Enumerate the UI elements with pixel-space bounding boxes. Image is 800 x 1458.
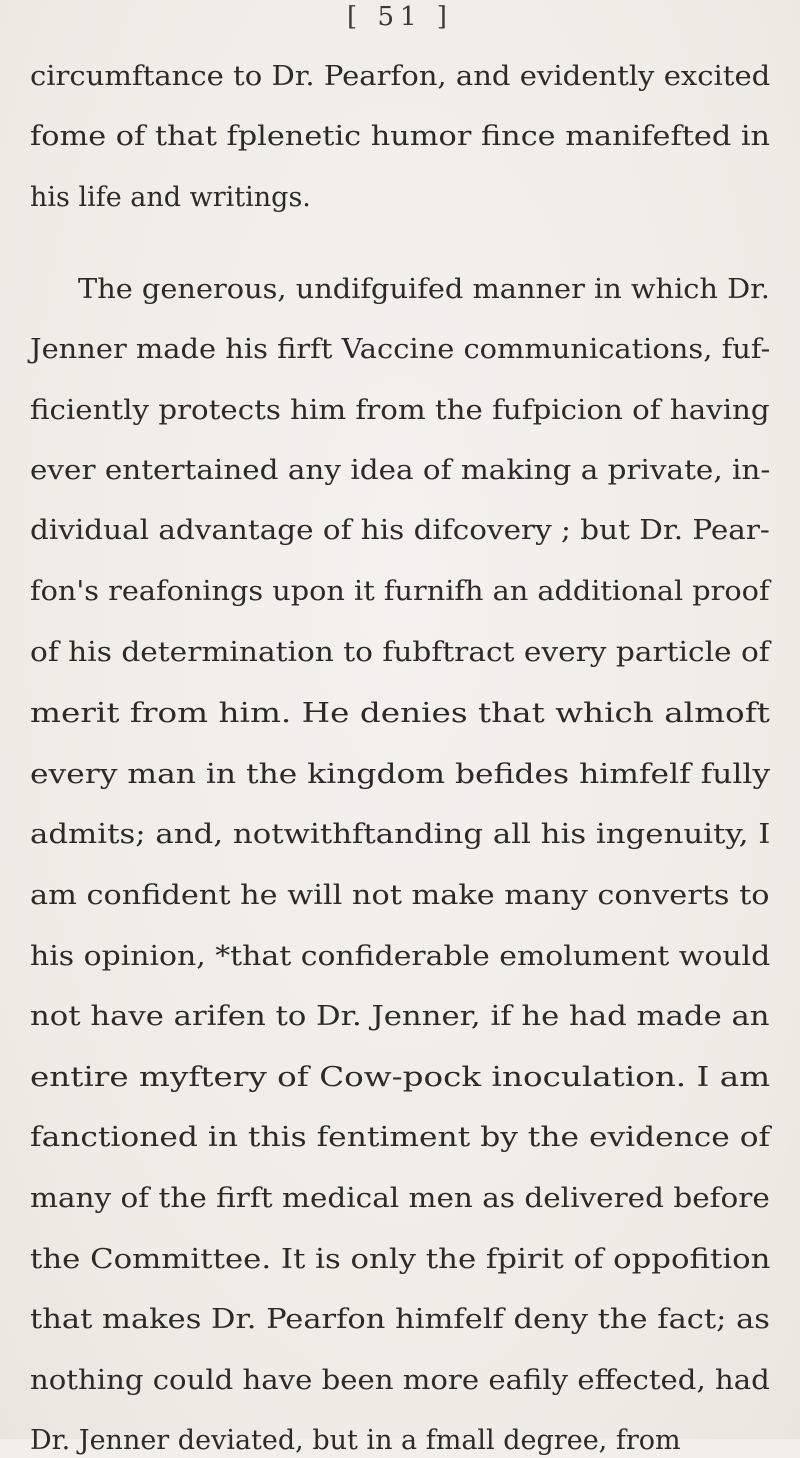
text-line: not have arifen to Dr. Jenner, if he had made an	[30, 1001, 770, 1032]
text-line: his life and writings.	[30, 182, 311, 213]
text-line: of his determination to fubftract every particle of	[30, 637, 770, 668]
text-line: dividual advantage of his difcovery ; but Dr. Pear-	[30, 515, 770, 546]
text-line: every man in the kingdom befides himfelf fully	[30, 759, 771, 790]
text-line: nothing could have been more eafily effected, had	[30, 1365, 770, 1396]
text-line: admits; and, notwithftanding all his ingenuity, I	[30, 819, 771, 850]
text-line: ficiently protects him from the fufpicion of having	[30, 395, 770, 426]
text-line: ever entertained any idea of making a private, in-	[30, 455, 771, 486]
text-line: the Committee. It is only the fpirit of oppofition	[30, 1244, 771, 1275]
text-line: fon's reafonings upon it furnifh an additional proof	[30, 576, 770, 607]
text-line: Jenner made his firft Vaccine communications, fuf-	[30, 334, 771, 365]
text-line: that makes Dr. Pearfon himfelf deny the fact; as	[30, 1304, 770, 1335]
text-line: his opinion, *that confiderable emolument would	[30, 941, 771, 972]
text-line: fome of that fplenetic humor fince manifefted in	[30, 121, 771, 152]
text-line: fanctioned in this fentiment by the evidence of	[30, 1122, 771, 1153]
text-line: merit from him. He denies that which almoft	[30, 698, 770, 729]
text-line: The generous, undifguifed manner in which Dr.	[78, 274, 770, 305]
text-line: entire myftery of Cow-pock inoculation. I am	[30, 1062, 771, 1093]
text-line: circumftance to Dr. Pearfon, and evidently excited	[30, 61, 771, 92]
page-number: [ 51 ]	[347, 2, 453, 32]
text-line: many of the firft medical men as delivered before	[30, 1183, 770, 1214]
text-line: Dr. Jenner deviated, but in a fmall degree, from	[30, 1425, 681, 1456]
text-line: am confident he will not make many converts to	[30, 880, 770, 911]
